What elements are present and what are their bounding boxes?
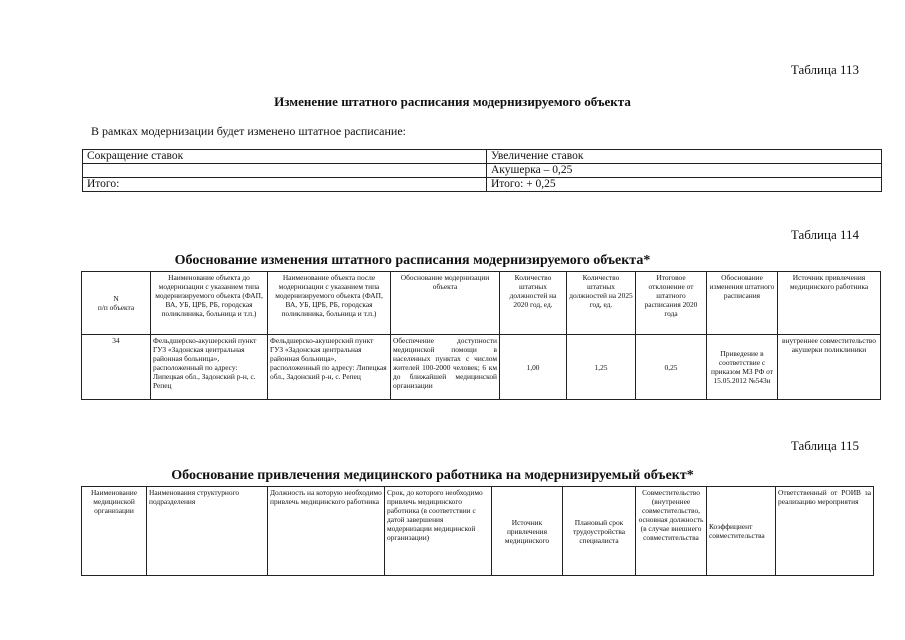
header-cell: Количество штатных должностей на 2020 год, ед. bbox=[500, 272, 567, 335]
table-cell: Приведение в соответствие с приказом МЗ РФ от 15.05.2012 №543н bbox=[707, 335, 778, 400]
header-cell: Плановый срок трудоустройства специалиста bbox=[563, 487, 636, 576]
header-cell: N п/п объекта bbox=[82, 272, 151, 335]
table-114-title: Обоснование изменения штатного расписания модернизируемого объекта* bbox=[174, 253, 651, 268]
table-row bbox=[83, 178, 882, 192]
table-cell: Итого: + 0,25 bbox=[487, 178, 882, 192]
table-113-number: Таблица 113 bbox=[790, 62, 859, 77]
header-cell: Наименование объекта после модернизации с указанием типа модернизируемого объекта (ФАП, ВА, УБ, ЦРБ, РБ, городская поликлиника, больница и т.п.) bbox=[268, 272, 391, 335]
table-cell: Акушерка – 0,25 bbox=[487, 164, 882, 178]
table-cell: Итого: bbox=[83, 178, 487, 192]
table-115 bbox=[81, 486, 874, 576]
header-cell: Источник привлечения медицинского работника bbox=[778, 272, 881, 335]
table-row bbox=[83, 164, 882, 178]
table-cell: внутреннее совместительство акушерки поликлиники bbox=[778, 335, 881, 400]
table-113-title: Изменение штатного расписания модернизируемого объекта bbox=[274, 94, 631, 109]
table-cell: 1,25 bbox=[567, 335, 636, 400]
header-cell: Наименования структурного подразделения bbox=[147, 487, 268, 576]
header-cell: Наименование объекта до модернизации с указанием типа модернизируемого объекта (ФАП, ВА, УБ, ЦРБ, РБ, городская поликлиника, больница и т.п.) bbox=[151, 272, 268, 335]
header-cell: Обоснование изменения штатного расписания bbox=[707, 272, 778, 335]
table-cell: 1,00 bbox=[500, 335, 567, 400]
header-cell: Коэффициент совместительства bbox=[707, 487, 776, 576]
header-cell: Должность на которую необходимо привлечь медицинского работника bbox=[268, 487, 385, 576]
table-cell: Обеспечение доступности медицинской помощи в населенных пунктах с числом жителей 100-2000 человек; 6 км до ближайшей медицинской организации bbox=[391, 335, 500, 400]
table-113 bbox=[82, 149, 882, 192]
table-cell: Сокращение ставок bbox=[83, 150, 487, 164]
header-cell: Наименование медицинской организации bbox=[82, 487, 147, 576]
header-cell: Обоснование модернизации объекта bbox=[391, 272, 500, 335]
table-115-number: Таблица 115 bbox=[790, 438, 859, 453]
table-header-row bbox=[82, 487, 874, 576]
table-114-number: Таблица 114 bbox=[790, 227, 859, 242]
table-row bbox=[83, 150, 882, 164]
table-cell: 34 bbox=[82, 335, 151, 400]
table-cell: Фельдшерско-акушерский пункт ГУЗ «Задонская центральная районная больница», расположенный по адресу: Липецкая обл., Задонский р-н, с. Репец bbox=[151, 335, 268, 400]
table-cell: 0,25 bbox=[636, 335, 707, 400]
table-113-intro: В рамках модернизации будет изменено штатное расписание: bbox=[91, 124, 406, 138]
header-cell: Совместительство (внутреннее совместительство, основная должность (в случае внешнего совместительства bbox=[636, 487, 707, 576]
header-cell: Срок, до которого необходимо привлечь медицинского работника (в соответствии с датой завершения модернизации медицинской организации) bbox=[385, 487, 492, 576]
header-cell: Источник привлечения медицинского bbox=[492, 487, 563, 576]
header-cell: Итоговое отклонение от штатного расписания 2020 года bbox=[636, 272, 707, 335]
table-cell: Увеличение ставок bbox=[487, 150, 882, 164]
table-114 bbox=[81, 271, 881, 400]
header-cell: Количество штатных должностей на 2025 год, ед. bbox=[567, 272, 636, 335]
table-row bbox=[82, 335, 881, 400]
table-115-title: Обоснование привлечения медицинского работника на модернизируемый объект* bbox=[171, 468, 694, 483]
table-cell: Фельдшерско-акушерский пункт ГУЗ «Задонская центральная районная больница», расположенный по адресу: Липецкая обл., Задонский р-н, с. Репец bbox=[268, 335, 391, 400]
header-cell: Ответственный от РОИВ за реализацию мероприятия bbox=[776, 487, 874, 576]
table-cell bbox=[83, 164, 487, 178]
table-header-row bbox=[82, 272, 881, 335]
